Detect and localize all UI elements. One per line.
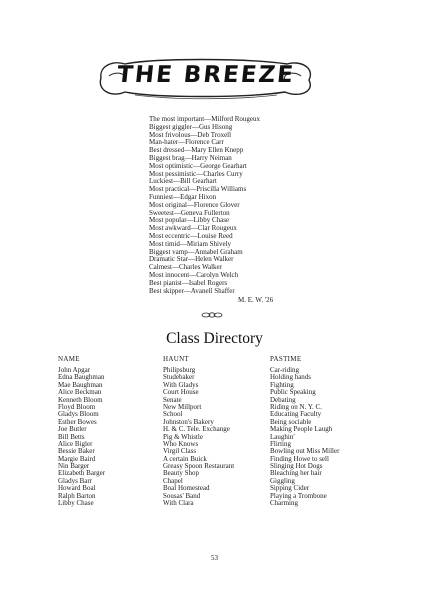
pastime-cell: Fighting: [270, 380, 294, 389]
pastime-cell: Bowling out Miss Miller: [270, 447, 340, 456]
haunt-cell: H. & C. Tele. Exchange: [163, 425, 230, 434]
pastime-cell: Laughin': [270, 432, 295, 441]
name-cell: Bill Betts: [58, 432, 85, 441]
pastime-cell: Car-riding: [270, 366, 300, 374]
name-cell: Ralph Barton: [58, 491, 96, 500]
haunt-cell: Chapel: [163, 476, 183, 485]
haunt-cell: School: [163, 410, 183, 419]
name-cell: Gladys Bloom: [58, 410, 99, 419]
name-cell: Howard Boal: [58, 484, 96, 493]
name-cell: Margie Baird: [58, 454, 96, 463]
name-cell: Gladys Barr: [58, 476, 93, 485]
name-cell: Floyd Bloom: [58, 402, 96, 411]
superlative-line: Best pianist—Isabel Rogers: [149, 278, 228, 287]
superlative-line: Most practical—Priscilla Williams: [149, 185, 247, 194]
name-column: [58, 356, 105, 507]
haunt-column: [163, 356, 234, 507]
haunt-cell: Greasy Spoon Restaurant: [163, 462, 235, 471]
pastime-cell: Riding on N. Y. C.: [270, 402, 322, 411]
haunt-cell: Beauty Shop: [163, 469, 199, 478]
haunt-cell: New Millport: [163, 402, 202, 411]
pastime-cell: Sipping Cider: [270, 484, 310, 493]
superlative-line: Most innocent—Carolyn Welch: [149, 270, 239, 279]
haunt-cell: With Gladys: [163, 380, 199, 389]
pastime-cell: Making People Laugh: [270, 425, 333, 434]
superlative-line: The most important—Milford Rougeux: [149, 115, 261, 123]
name-column-header: NAME: [58, 355, 80, 363]
superlative-line: Most optimistic—George Gearhart: [149, 161, 247, 170]
superlative-line: Most timid—Miriam Shively: [149, 239, 232, 248]
name-cell: Edna Baughman: [58, 373, 105, 382]
haunt-cell: Virgil Class: [163, 447, 197, 456]
pastime-column: [270, 356, 339, 507]
haunt-cell: Johnston's Bakery: [163, 417, 214, 426]
superlative-line: Calmest—Charles Walker: [149, 263, 222, 272]
superlative-line: Luckiest—Bill Gearhart: [149, 177, 217, 186]
haunt-cell: A certain Buick: [163, 454, 207, 463]
pastime-cell: Playing a Trombone: [270, 491, 327, 500]
superlative-line: Biggest giggler—Gus Hisong: [149, 122, 233, 131]
superlative-line: Biggest vamp—Annabel Graham: [149, 247, 243, 256]
superlative-line: Best skipper—Avanell Shaffer: [149, 286, 235, 295]
superlative-line: Most frivolous—Deb Troxell: [149, 130, 232, 139]
divider-ornament: [201, 312, 223, 318]
haunt-cell: With Clara: [163, 499, 194, 508]
pastime-cell: Public Speaking: [270, 388, 316, 397]
pastime-cell: Bleaching her hair: [270, 469, 322, 478]
banner-title: THE BREEZE: [115, 62, 297, 88]
name-cell: Bessie Baker: [58, 447, 95, 456]
name-cell: Joe Butler: [58, 425, 87, 434]
pastime-cell: Flirting: [270, 439, 292, 448]
haunt-cell: Who Knows: [163, 439, 199, 448]
pastime-column-header: PASTIME: [270, 355, 302, 363]
pastime-cell: Educating Faculty: [270, 410, 322, 419]
haunt-column-header: HAUNT: [163, 355, 189, 363]
haunt-cell: Senate: [163, 395, 182, 404]
pastime-cell: Holding hands: [270, 373, 312, 382]
pastime-cell: Being sociable: [270, 417, 312, 426]
superlative-line: Man-hater—Florence Carr: [149, 138, 224, 147]
name-cell: Kenneth Bloom: [58, 395, 103, 404]
name-cell: Alice Beckman: [58, 388, 102, 397]
superlative-line: Most original—Florence Glover: [149, 200, 240, 209]
name-cell: Nin Barger: [58, 462, 90, 471]
superlative-line: Funniest—Edgar Hixon: [149, 192, 217, 201]
name-cell: Alice Bigler: [58, 439, 93, 448]
superlative-line: Biggest brag—Harry Neiman: [149, 153, 232, 162]
name-cell: Elizabeth Barger: [58, 469, 106, 478]
pastime-cell: Giggling: [270, 476, 295, 485]
superlative-line: Most popular—Libby Chase: [149, 216, 230, 225]
superlative-line: Sweetest—Geneva Fullerton: [149, 208, 230, 217]
superlative-line: Most eccentric—Louise Reed: [149, 231, 233, 240]
haunt-cell: Studebaker: [163, 373, 195, 382]
superlative-line: Most pessimistic—Charles Curry: [149, 169, 243, 178]
haunt-cell: Sousas' Band: [163, 491, 201, 500]
name-cell: Mae Baughman: [58, 380, 103, 389]
superlatives-list: [149, 116, 299, 295]
haunt-cell: Pig & Whistle: [163, 432, 203, 441]
name-cell: Esther Bowes: [58, 417, 97, 426]
haunt-cell: Philipsburg: [163, 366, 196, 374]
name-cell: Libby Chase: [58, 499, 94, 508]
haunt-cell: Boal Homestead: [163, 484, 210, 493]
haunt-cell: Court House: [163, 388, 199, 397]
superlative-line: Most awkward—Clar Rougeux: [149, 224, 237, 233]
page-number: 53: [211, 554, 218, 562]
breeze-banner: [95, 52, 317, 102]
pastime-cell: Debating: [270, 395, 296, 404]
superlative-line: Best dressed—Mary Ellen Knepp: [149, 146, 244, 155]
pastime-cell: Slinging Hot Dogs: [270, 462, 323, 471]
pastime-cell: Charming: [270, 499, 298, 508]
pastime-cell: Finding Howe to sell: [270, 454, 329, 463]
superlative-line: Dramatic Star—Helen Walker: [149, 255, 234, 264]
author-signature: M. E. W. '26: [238, 296, 274, 304]
directory-title: Class Directory: [166, 330, 263, 347]
name-cell: John Apgar: [58, 366, 91, 374]
